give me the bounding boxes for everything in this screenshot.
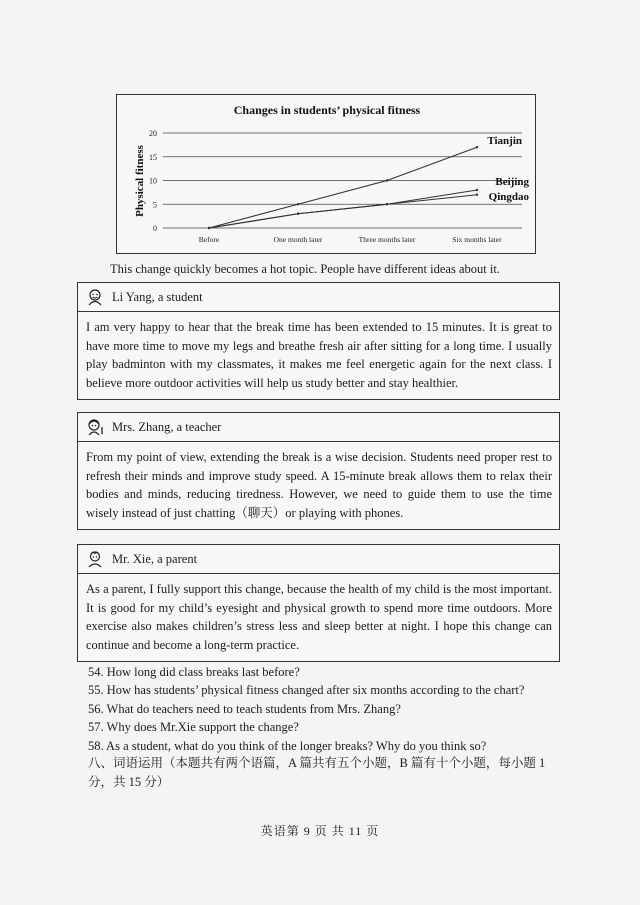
- y-tick-label: 20: [149, 129, 157, 138]
- teacher-avatar-icon: [86, 418, 104, 436]
- y-tick-label: 10: [149, 176, 157, 186]
- opinion-box-teacher: [77, 412, 560, 530]
- opinion-text: From my point of view, extending the break is a wise decision. Students need proper rest to refresh their minds and improve study speed. A 15-minute break allows them to relax their bodies and minds, reducing tiredness. However, we need to guide them to use the time wisely instead of just chatting（聊天）or playing with phones.: [86, 450, 552, 520]
- series-line: [209, 195, 477, 228]
- question-list: [88, 663, 524, 755]
- y-tick-label: 5: [153, 200, 157, 210]
- data-point: [297, 213, 299, 215]
- y-tick-label: 0: [153, 224, 157, 233]
- series-label: Beijing: [495, 176, 529, 188]
- data-point: [386, 203, 388, 205]
- chart-title: Changes in students’ physical fitness: [233, 103, 421, 117]
- question-57: 57. Why does Mr.Xie support the change?: [88, 720, 299, 735]
- series-line: [209, 147, 477, 228]
- question-56: 56. What do teachers need to teach students from Mrs. Zhang?: [88, 701, 401, 716]
- page-footer: 英语第 9 页 共 11 页: [260, 824, 380, 838]
- data-point: [476, 194, 478, 196]
- data-point: [297, 203, 299, 205]
- x-tick-label: Three months later: [358, 235, 416, 244]
- question-54: 54. How long did class breaks last before?: [88, 665, 300, 679]
- student-avatar-icon: [86, 288, 104, 306]
- opinion-header: [78, 413, 559, 442]
- opinion-text: I am very happy to hear that the break time has been extended to 15 minutes. It is great to have more time to move my legs and breathe fresh air after sitting for a long time. I usually play badminton with my classmates, it makes me feel energetic again for the next class. I believe more outdoor activities will help us study better and stay healthier.: [86, 320, 552, 390]
- intro-sentence: This change quickly becomes a hot topic. People have different ideas about it.: [110, 262, 500, 276]
- section-heading: 八、词语运用（本题共有两个语篇，A 篇共有五个小题，B 篇有十个小题，每小题 1 分，共 15 分）: [88, 756, 546, 789]
- opinion-text: As a parent, I fully support this change, because the health of my child is the most important. It is good for my child’s eyesight and physical growth to spend more time outdoors. More exercise also makes children’s stress less and sleep better at night. I hope this change can continue and become a long-term practice.: [86, 582, 552, 652]
- x-tick-label: Before: [198, 235, 220, 244]
- opinion-header: [78, 283, 559, 312]
- question-58: 58. As a student, what do you think of the longer breaks? Why do you think so?: [88, 738, 487, 753]
- opinion-speaker: Mrs. Zhang, a teacher: [112, 419, 222, 434]
- fitness-chart: [116, 94, 536, 254]
- data-point: [386, 179, 388, 181]
- parent-avatar-icon: [86, 550, 104, 568]
- opinion-box-student: [77, 282, 560, 400]
- data-point: [476, 189, 478, 191]
- series-label: Qingdao: [488, 191, 529, 203]
- x-tick-label: One month later: [273, 235, 323, 244]
- opinion-box-parent: [77, 544, 560, 662]
- series-label: Tianjin: [487, 135, 522, 147]
- data-point: [208, 227, 210, 229]
- x-tick-label: Six months later: [452, 235, 502, 244]
- question-55: 55. How has students’ physical fitness changed after six months according to the chart?: [88, 683, 525, 698]
- opinion-header: [78, 545, 559, 574]
- chart-canvas: [117, 95, 535, 253]
- chart-y-axis-label: Physical fitness: [134, 145, 146, 217]
- y-tick-label: 15: [149, 152, 157, 162]
- data-point: [476, 146, 478, 148]
- opinion-speaker: Li Yang, a student: [112, 289, 203, 304]
- opinion-speaker: Mr. Xie, a parent: [112, 551, 198, 566]
